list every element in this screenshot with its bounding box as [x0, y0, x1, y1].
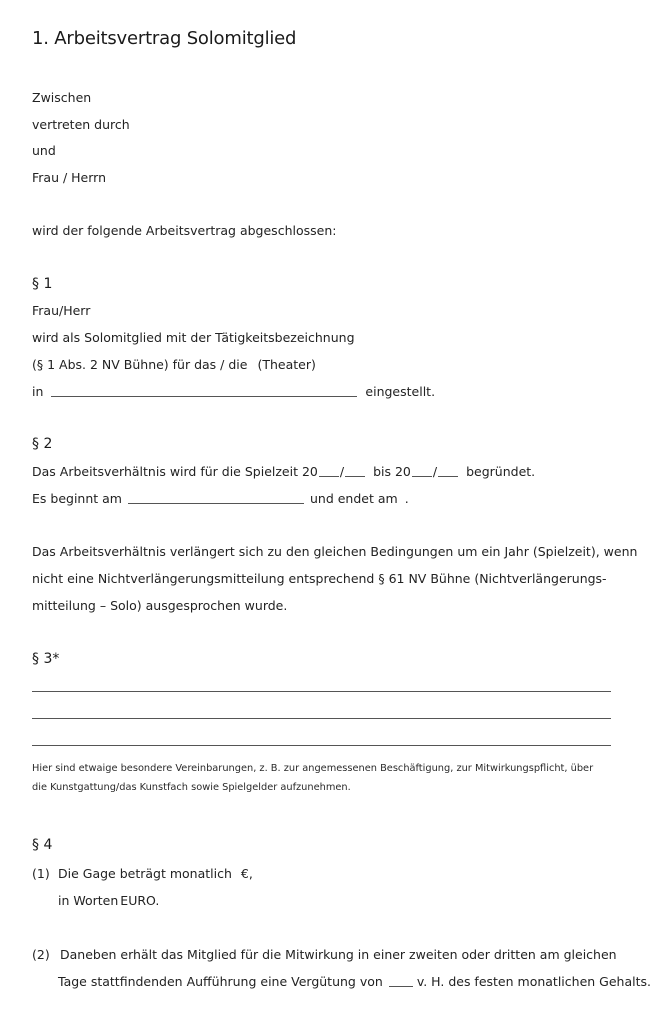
s2-beginn-date-field[interactable] [128, 491, 304, 504]
s2-year-end-a-field[interactable] [412, 464, 432, 477]
s3-vereinbarung-line-2[interactable] [32, 718, 611, 719]
section-2-heading: § 2 [32, 436, 53, 452]
s1-ort-field[interactable] [51, 384, 357, 397]
s1-buehne-label: (§ 1 Abs. 2 NV Bühne) für das / die [32, 357, 248, 372]
und-line [32, 141, 614, 159]
s2-beginnt-label: Es beginnt am [32, 491, 122, 506]
s4-p2-line-1 [32, 945, 617, 963]
s4-worten-line [58, 891, 614, 909]
s4-euro-label: EURO. [120, 893, 160, 908]
s2-begruendet-label: begründet. [466, 464, 536, 479]
vertreten-line [32, 115, 614, 133]
s2-slash-2: / [432, 464, 438, 479]
intro-text: wird der folgende Arbeitsvertrag abgeschlossen: [32, 223, 337, 238]
paragraph-row: mitteilung – Solo) ausgesprochen wurde. [32, 598, 288, 613]
s2-year-end-b-field[interactable] [438, 464, 458, 477]
section-1-heading: § 1 [32, 276, 53, 292]
s2-spielzeit-line [32, 462, 614, 480]
s4-p2-text-2b: v. H. des festen monatlichen Gehalts. [416, 974, 651, 989]
s1-in-label: in [32, 384, 44, 399]
paragraph-row: Das Arbeitsverhältnis verlängert sich zu den gleichen Bedingungen um ein Jahr (Spielzeit), wenn [32, 544, 638, 559]
s2-beginnt-line [32, 489, 614, 507]
note-row: die Kunstgattung/das Kunstfach sowie Spielgelder aufzunehmen. [32, 782, 351, 793]
s1-eingestellt-label: eingestellt. [365, 384, 436, 399]
paragraph-row: nicht eine Nichtverlängerungsmitteilung entsprechend § 61 NV Bühne (Nichtverlängerungs- [32, 571, 607, 586]
frau-herrn-line [32, 168, 614, 186]
s4-euro-sign: €, [240, 866, 253, 881]
s1-theater-label: (Theater) [257, 357, 316, 372]
frau-herrn-label: Frau / Herrn [32, 170, 107, 185]
s2-period: . [404, 491, 409, 506]
s1-taetigkeit-line [32, 328, 614, 346]
s2-spielzeit-label: Das Arbeitsverhältnis wird für die Spielzeit 20 [32, 464, 318, 479]
s3-vereinbarung-line-3[interactable] [32, 745, 611, 746]
s4-p2-number: (2) [32, 947, 50, 962]
s4-worten-label: in Worten [58, 893, 119, 908]
s1-frau-herr-label: Frau/Herr [32, 303, 91, 318]
section-3-heading: § 3* [32, 651, 60, 667]
und-label: und [32, 143, 56, 158]
s3-hinweis-note [32, 759, 616, 797]
s4-gage-label: Die Gage beträgt monatlich [58, 866, 232, 881]
s4-gage-line [32, 864, 614, 882]
s1-frau-herr-line [32, 301, 614, 319]
s4-p1-number: (1) [32, 866, 50, 881]
s4-p2-line-2 [58, 972, 651, 990]
s2-endet-label: und endet am [309, 491, 398, 506]
s4-prozent-field[interactable] [389, 974, 413, 987]
s3-vereinbarung-line-1[interactable] [32, 691, 611, 692]
s2-slash-1: / [339, 464, 345, 479]
s1-taetigkeit-label: wird als Solomitglied mit der Tätigkeitsbezeichnung [32, 330, 355, 345]
page-title: 1. Arbeitsvertrag Solomitglied [32, 28, 297, 49]
s2-year-start-b-field[interactable] [345, 464, 365, 477]
vertreten-label: vertreten durch [32, 117, 130, 132]
s2-verlaengerung-paragraph [32, 538, 638, 619]
s1-buehne-line [32, 355, 614, 373]
section-4-heading: § 4 [32, 837, 53, 853]
s2-year-start-a-field[interactable] [319, 464, 339, 477]
s4-p2-text-1: Daneben erhält das Mitglied für die Mitwirkung in einer zweiten oder dritten am gleichen [60, 947, 617, 962]
s1-in-line [32, 382, 614, 400]
s4-p2-text-2a: Tage stattfindenden Aufführung eine Vergütung von [58, 974, 383, 989]
zwischen-label: Zwischen [32, 90, 92, 105]
zwischen-line [32, 88, 614, 106]
intro-line [32, 221, 614, 239]
s2-bis-label: bis 20 [373, 464, 411, 479]
note-row: Hier sind etwaige besondere Vereinbarungen, z. B. zur angemessenen Beschäftigung, zur Mitwirkungspflicht, über [32, 763, 594, 774]
